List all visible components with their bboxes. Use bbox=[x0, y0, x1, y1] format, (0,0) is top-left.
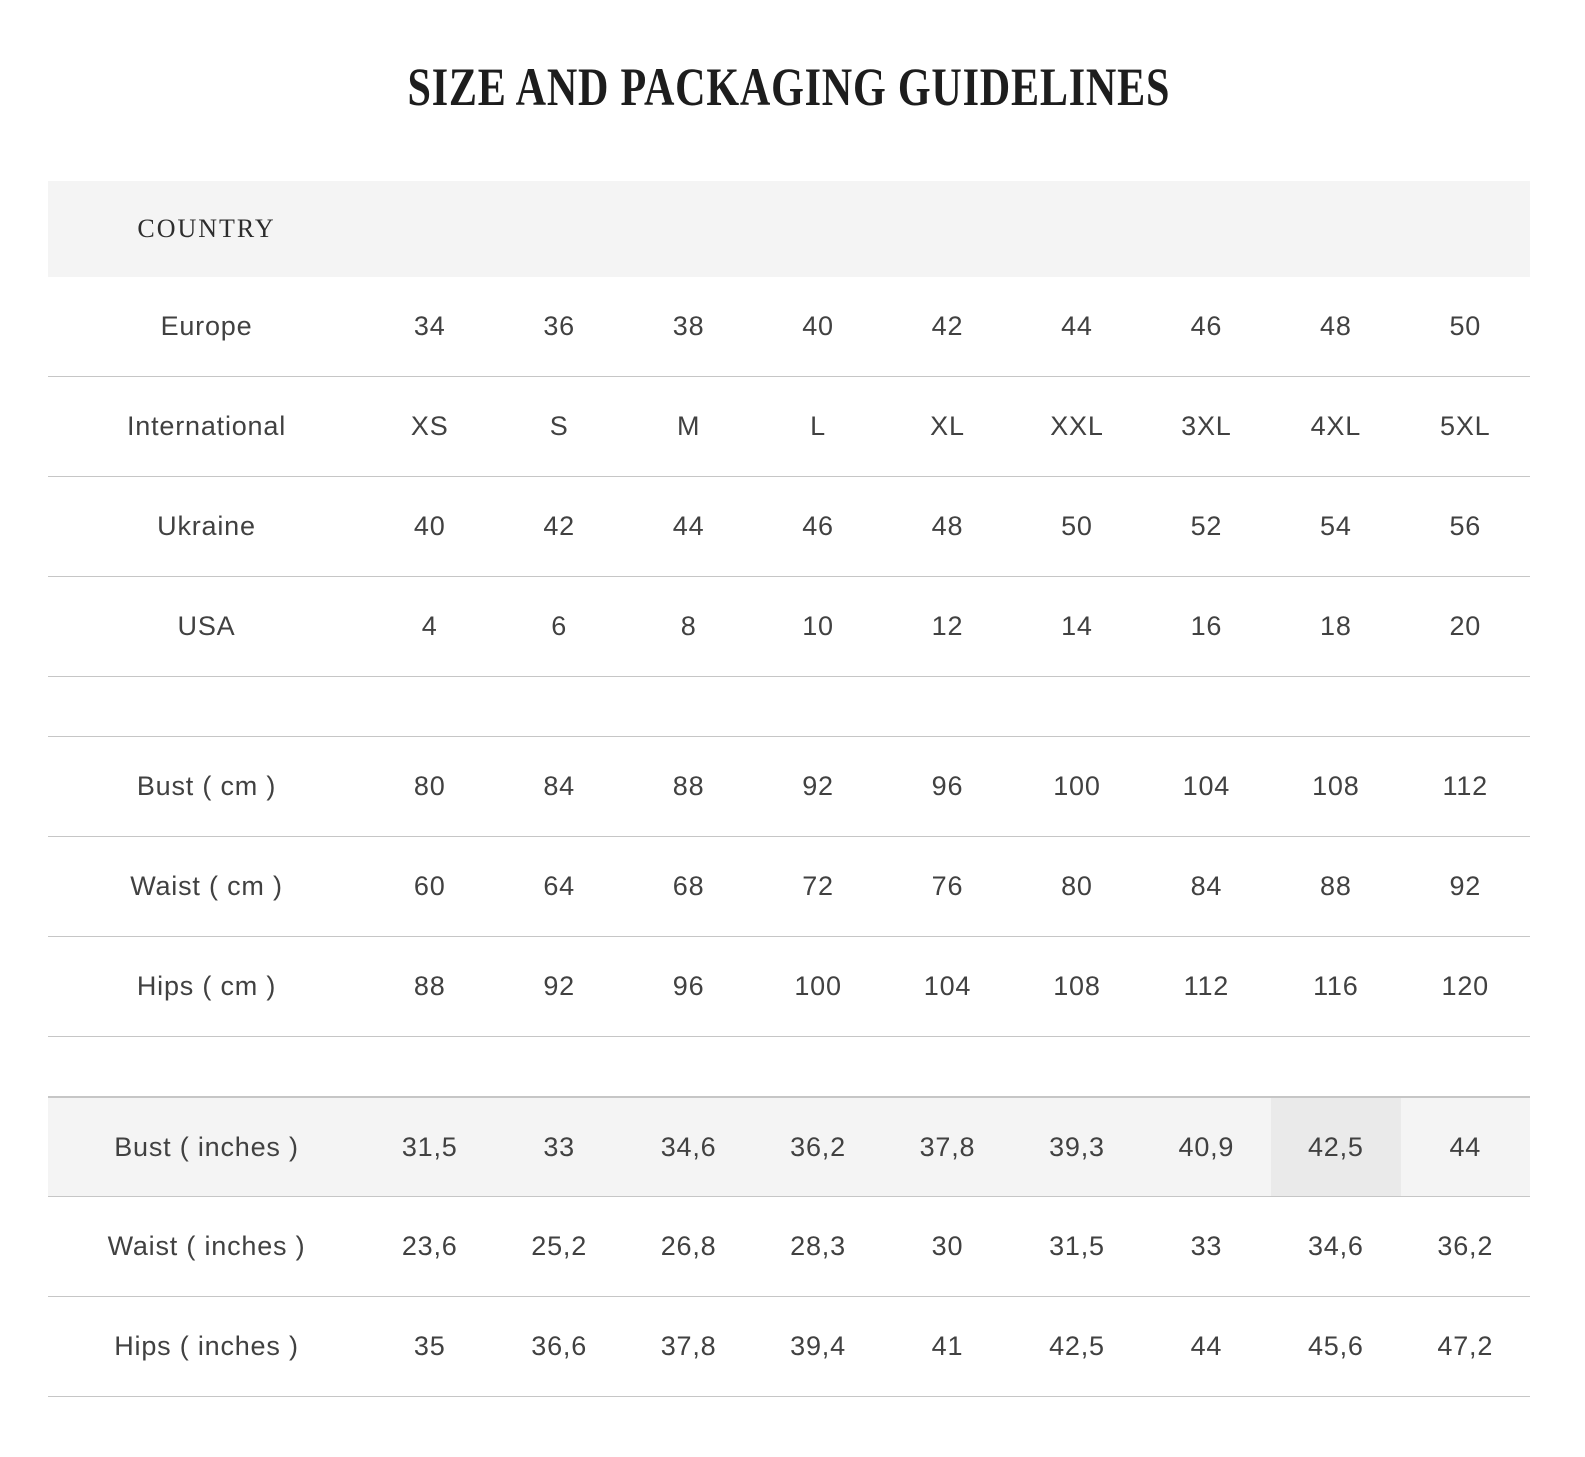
size-value-cell: 37,8 bbox=[660, 1331, 717, 1361]
row-label: Ukraine bbox=[157, 511, 256, 541]
size-value-cell: 56 bbox=[1449, 511, 1482, 541]
size-value-cell: 46 bbox=[802, 511, 834, 541]
size-value-cell: S bbox=[549, 411, 569, 441]
size-value-cell: 96 bbox=[672, 971, 705, 1001]
row-label: Hips ( inches ) bbox=[114, 1331, 299, 1361]
size-value-cell: 14 bbox=[1061, 611, 1093, 641]
size-value-cell: 33 bbox=[1190, 1231, 1223, 1261]
size-value-cell: 44 bbox=[1449, 1131, 1482, 1162]
size-value-cell: 80 bbox=[413, 771, 446, 801]
size-value-cell: 42,5 bbox=[1049, 1331, 1105, 1361]
page-title bbox=[48, 57, 1530, 117]
size-value-cell: 112 bbox=[1183, 971, 1230, 1001]
size-value-cell: 112 bbox=[1442, 771, 1488, 801]
size-value-cell: 38 bbox=[672, 311, 705, 341]
size-value-cell: 100 bbox=[794, 971, 842, 1001]
size-value-cell: 36,2 bbox=[1437, 1231, 1494, 1261]
size-value-cell: 44 bbox=[672, 511, 705, 541]
size-value-cell: 92 bbox=[543, 971, 575, 1001]
size-value-cell: 92 bbox=[1449, 871, 1482, 901]
size-value-cell: 36,6 bbox=[531, 1331, 588, 1361]
size-value-cell: 104 bbox=[923, 971, 972, 1001]
table-row-international bbox=[48, 377, 1530, 477]
row-label: USA bbox=[177, 611, 236, 641]
table-row-waist-inches bbox=[48, 1197, 1530, 1297]
size-value-cell: XXL bbox=[1050, 411, 1104, 441]
page-title-text: SIZE AND PACKAGING GUIDELINES bbox=[407, 57, 1171, 117]
size-value-cell: 20 bbox=[1449, 611, 1482, 641]
size-value-cell: 88 bbox=[672, 771, 705, 801]
size-value-cell: 4 bbox=[421, 611, 438, 641]
size-value-cell: 100 bbox=[1053, 771, 1101, 801]
size-value-cell: 116 bbox=[1313, 971, 1359, 1001]
size-value-cell: 28,3 bbox=[790, 1231, 846, 1261]
size-value-cell: 42 bbox=[931, 311, 964, 341]
size-value-cell: 104 bbox=[1182, 771, 1231, 801]
size-value-cell: 84 bbox=[543, 771, 575, 801]
size-value-cell: 39,3 bbox=[1049, 1131, 1105, 1162]
size-value-cell: 64 bbox=[543, 871, 575, 901]
size-value-cell: 23,6 bbox=[401, 1231, 458, 1261]
size-table-body bbox=[48, 277, 1530, 1397]
table-row-ukraine bbox=[48, 477, 1530, 577]
size-value-cell: 31,5 bbox=[1049, 1231, 1105, 1261]
size-value-cell: 39,4 bbox=[790, 1331, 846, 1361]
spacer-row bbox=[48, 677, 1530, 737]
table-row-hips-inches bbox=[48, 1297, 1530, 1397]
size-value-cell: 4XL bbox=[1310, 411, 1362, 441]
row-label: International bbox=[126, 411, 286, 441]
size-value-cell: 52 bbox=[1190, 511, 1223, 541]
spacer-row bbox=[48, 1037, 1530, 1097]
size-value-cell: 26,8 bbox=[660, 1231, 717, 1261]
row-label: Bust ( inches ) bbox=[114, 1131, 299, 1162]
size-value-cell: 60 bbox=[413, 871, 446, 901]
size-value-cell: 47,2 bbox=[1437, 1331, 1494, 1361]
size-value-cell: 76 bbox=[931, 871, 964, 901]
size-value-cell: 36 bbox=[543, 311, 575, 341]
size-value-cell: 34 bbox=[413, 311, 446, 341]
size-value-cell: 72 bbox=[802, 871, 834, 901]
size-value-cell: 41 bbox=[931, 1331, 964, 1361]
size-value-cell: 88 bbox=[413, 971, 446, 1001]
size-value-cell: 48 bbox=[1320, 311, 1352, 341]
table-row-usa bbox=[48, 577, 1530, 677]
size-value-cell: 54 bbox=[1320, 511, 1352, 541]
size-value-cell: 44 bbox=[1190, 1331, 1223, 1361]
size-value-cell: 5XL bbox=[1440, 411, 1491, 441]
size-table bbox=[48, 181, 1530, 1397]
row-label: Hips ( cm ) bbox=[136, 971, 277, 1001]
size-value-cell: 108 bbox=[1053, 971, 1101, 1001]
size-value-cell: 3XL bbox=[1181, 411, 1232, 441]
size-value-cell: 84 bbox=[1190, 871, 1223, 901]
size-value-cell: 46 bbox=[1190, 311, 1223, 341]
country-header-label: COUNTRY bbox=[137, 214, 276, 243]
size-value-cell: 36,2 bbox=[790, 1131, 846, 1162]
size-value-cell: 30 bbox=[931, 1231, 964, 1261]
size-value-cell: L bbox=[810, 411, 826, 441]
size-value-cell: 40,9 bbox=[1178, 1131, 1235, 1162]
size-value-cell: 40 bbox=[413, 511, 446, 541]
size-value-cell: 45,6 bbox=[1307, 1331, 1364, 1361]
size-value-cell: 37,8 bbox=[919, 1131, 976, 1162]
table-header-row bbox=[48, 181, 1530, 277]
size-value-cell: 96 bbox=[931, 771, 964, 801]
size-value-cell: 12 bbox=[931, 611, 964, 641]
size-value-cell: 18 bbox=[1320, 611, 1352, 641]
size-value-cell: 10 bbox=[802, 611, 834, 641]
size-value-cell: 48 bbox=[931, 511, 964, 541]
size-value-cell: 6 bbox=[551, 611, 568, 641]
size-value-cell: 120 bbox=[1441, 971, 1489, 1001]
size-value-cell: XS bbox=[410, 411, 449, 441]
table-row-bust-cm bbox=[48, 737, 1530, 837]
size-value-cell: 34,6 bbox=[1307, 1231, 1364, 1261]
size-value-cell: 42 bbox=[543, 511, 575, 541]
table-row-europe bbox=[48, 277, 1530, 377]
size-value-cell: 68 bbox=[672, 871, 705, 901]
size-value-cell: 80 bbox=[1061, 871, 1093, 901]
size-value-cell: M bbox=[676, 411, 701, 441]
size-value-cell: 31,5 bbox=[401, 1131, 458, 1162]
size-value-cell: 16 bbox=[1190, 611, 1223, 641]
row-label: Waist ( inches ) bbox=[107, 1231, 306, 1261]
table-row-bust-inches bbox=[48, 1097, 1530, 1197]
row-label: Waist ( cm ) bbox=[130, 871, 283, 901]
row-label: Bust ( cm ) bbox=[136, 771, 277, 801]
size-value-cell: 8 bbox=[680, 611, 697, 641]
size-value-cell: 92 bbox=[802, 771, 834, 801]
size-value-cell: XL bbox=[930, 411, 965, 441]
size-value-cell: 40 bbox=[802, 311, 834, 341]
table-row-waist-cm bbox=[48, 837, 1530, 937]
size-value-cell: 44 bbox=[1061, 311, 1093, 341]
table-row-hips-cm bbox=[48, 937, 1530, 1037]
size-value-cell: 88 bbox=[1320, 871, 1352, 901]
size-value-cell: 42,5 bbox=[1271, 1098, 1400, 1196]
size-value-cell: 33 bbox=[543, 1131, 575, 1162]
size-value-cell: 25,2 bbox=[531, 1231, 588, 1261]
size-value-cell: 50 bbox=[1061, 511, 1093, 541]
size-value-cell: 50 bbox=[1449, 311, 1482, 341]
size-value-cell: 35 bbox=[413, 1331, 446, 1361]
row-label: Europe bbox=[160, 311, 253, 341]
size-value-cell: 34,6 bbox=[660, 1131, 717, 1162]
size-value-cell: 108 bbox=[1312, 771, 1360, 801]
